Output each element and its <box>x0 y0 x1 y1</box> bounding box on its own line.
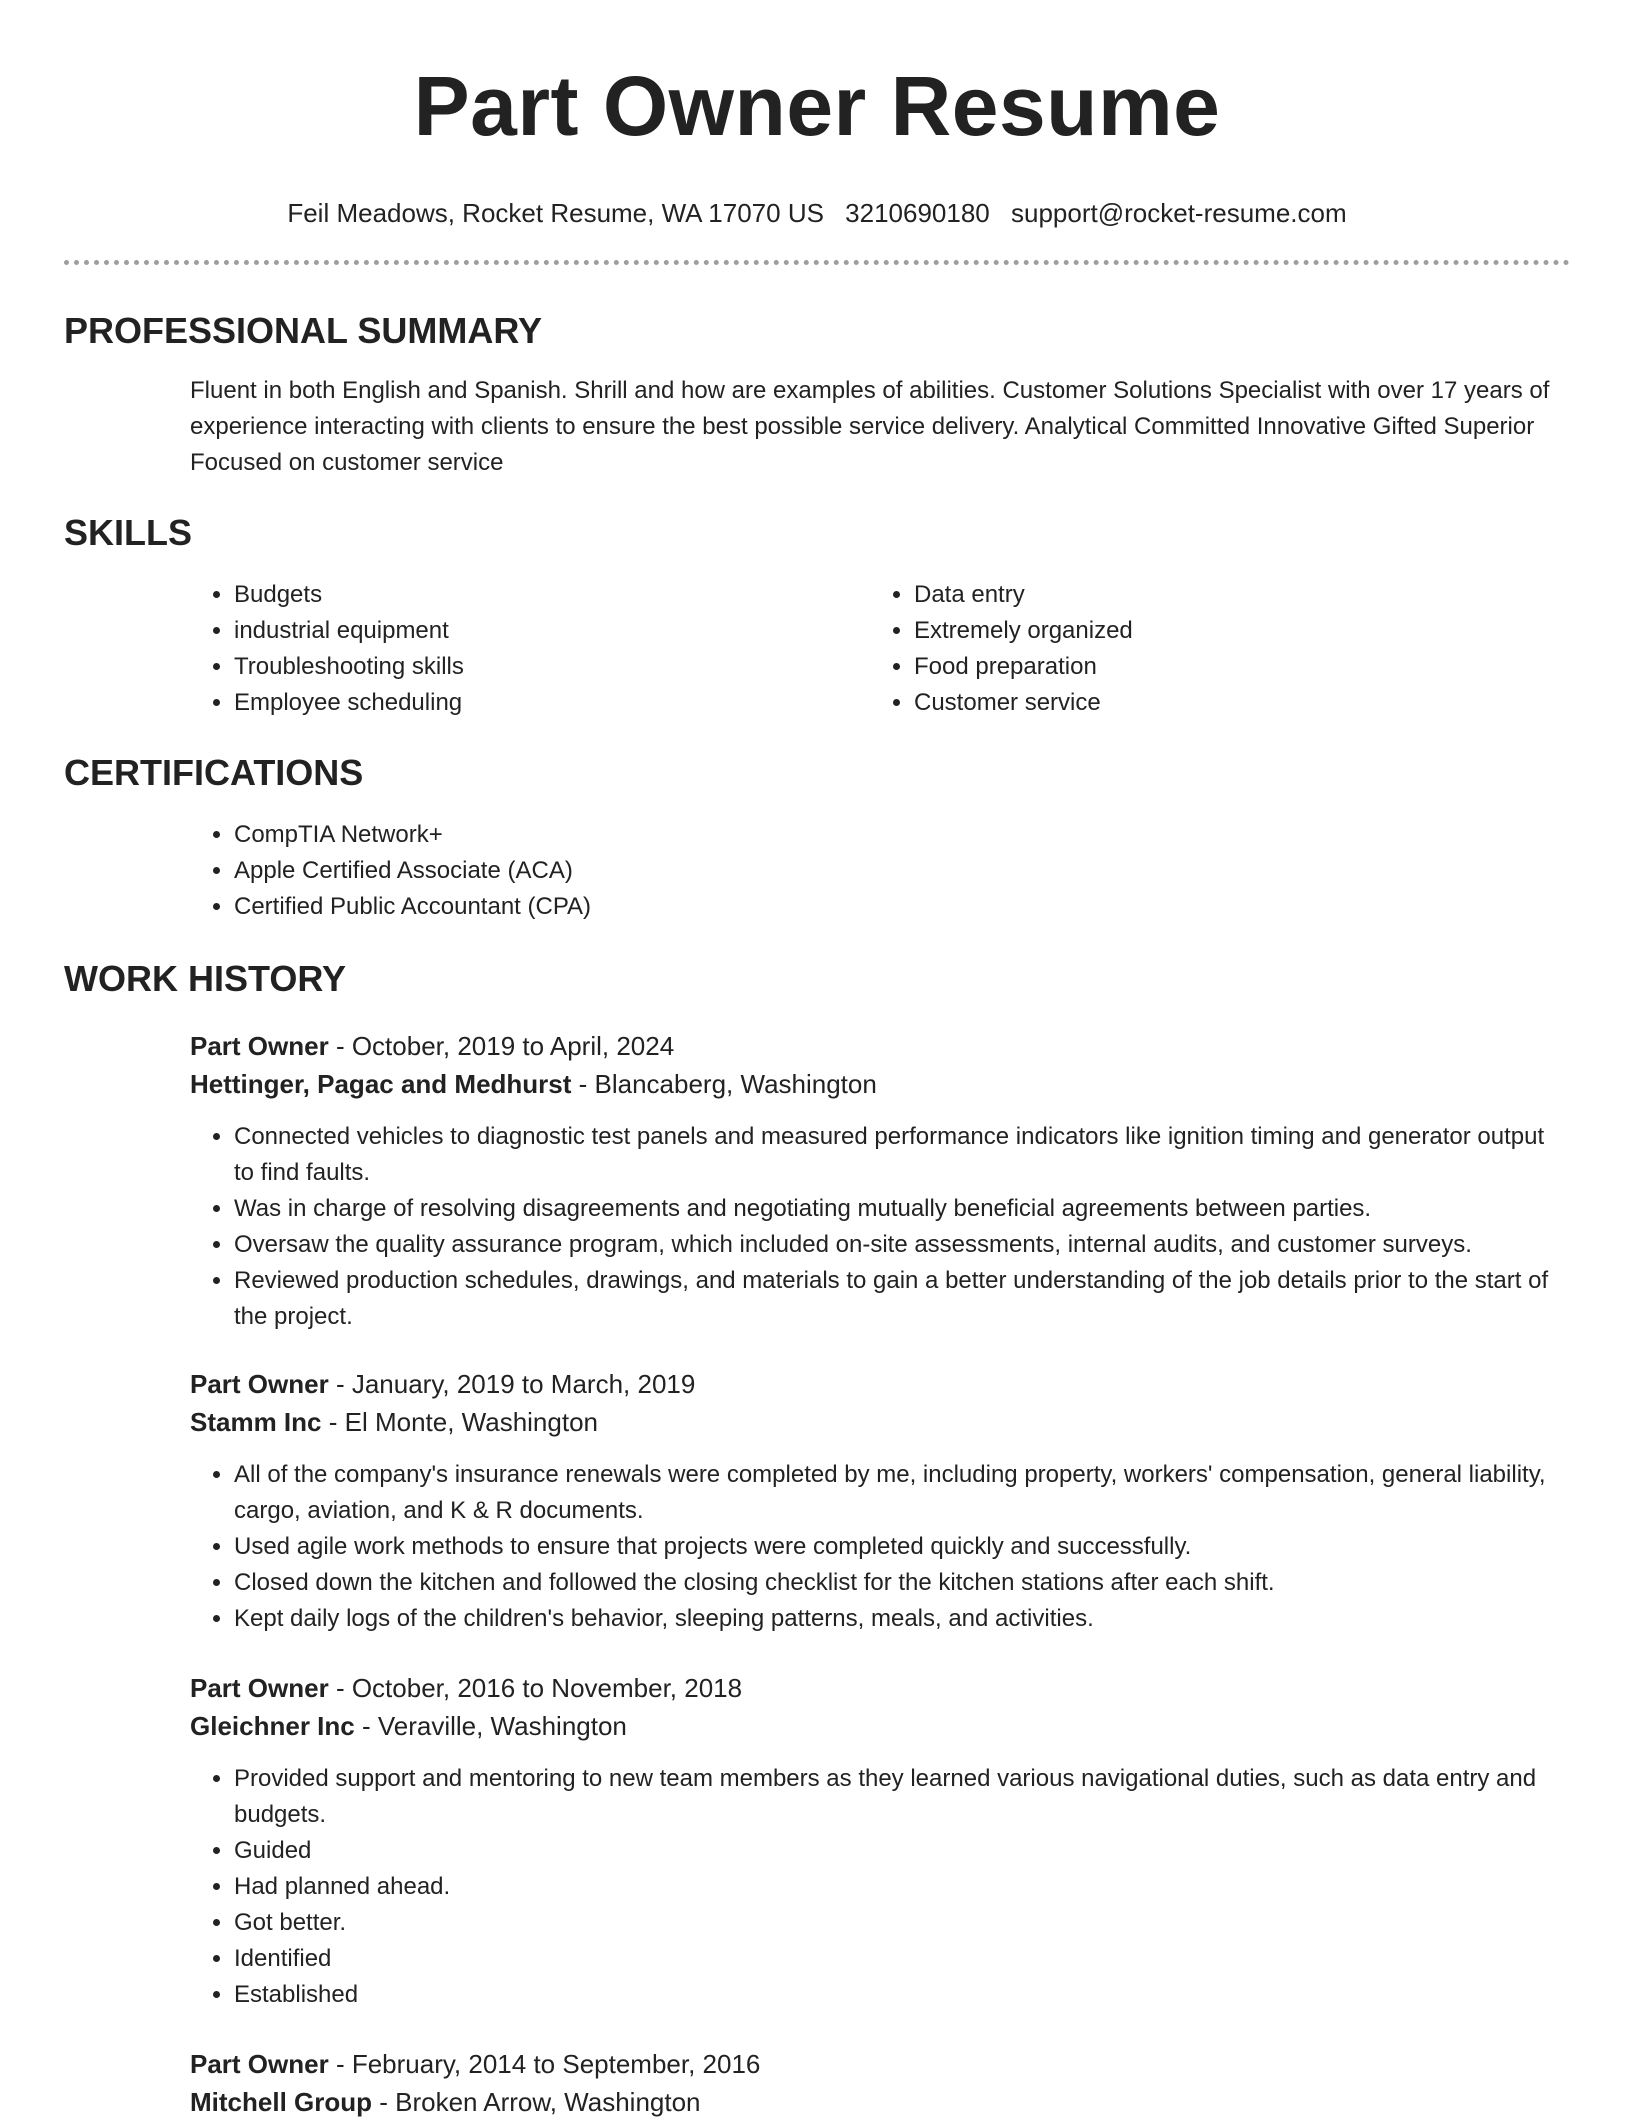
job-bullet: • Identified <box>234 1941 1570 1977</box>
job-bullet: • Got better. <box>234 1905 1570 1941</box>
job-location: - Veraville, Washington <box>354 1711 627 1741</box>
job-company-line <box>190 1065 1570 1103</box>
job-entry <box>64 2045 1570 2121</box>
skill-item: • industrial equipment <box>234 613 870 649</box>
skill-item: • Data entry <box>914 577 1550 613</box>
certification-item: • CompTIA Network+ <box>234 817 1570 853</box>
job-bullet: • Kept daily logs of the children's behavior, sleeping patterns, meals, and activities. <box>234 1601 1570 1637</box>
certification-item: • Certified Public Accountant (CPA) <box>234 889 1570 925</box>
job-bullet: • Guided <box>234 1833 1570 1869</box>
skill-item: • Employee scheduling <box>234 685 870 721</box>
job-dates: - October, 2019 to April, 2024 <box>328 1031 675 1061</box>
skill-item: • Troubleshooting skills <box>234 649 870 685</box>
job-entry <box>64 1365 1570 1637</box>
job-bullet: • Oversaw the quality assurance program, which included on-site assessments, internal audits, and customer surveys. <box>234 1227 1570 1263</box>
job-bullet: • All of the company's insurance renewals were completed by me, including property, workers' compensation, general liability, cargo, aviation, and K & R documents. <box>234 1457 1570 1529</box>
contact-line <box>64 196 1570 230</box>
job-title-line <box>190 1669 1570 1707</box>
job-location: - Broken Arrow, Washington <box>372 2087 701 2117</box>
job-bullet: • Reviewed production schedules, drawings, and materials to gain a better understanding of the job details prior to the start of the project. <box>234 1263 1570 1335</box>
job-title-line <box>190 1365 1570 1403</box>
resume-title: Part Owner Resume <box>413 59 1221 153</box>
skill-item: • Food preparation <box>914 649 1550 685</box>
job-entry <box>64 1027 1570 1335</box>
job-bullets <box>190 1457 1570 1637</box>
job-company: Mitchell Group <box>190 2087 372 2117</box>
job-company: Hettinger, Pagac and Medhurst <box>190 1069 572 1099</box>
job-title-line <box>190 2045 1570 2083</box>
skill-item: • Extremely organized <box>914 613 1550 649</box>
skills-column-right <box>870 577 1550 721</box>
job-location: - El Monte, Washington <box>321 1407 598 1437</box>
job-bullets <box>190 1761 1570 2013</box>
job-company-line <box>190 2083 1570 2121</box>
job-title: Part Owner <box>190 1673 329 1703</box>
job-bullet: • Closed down the kitchen and followed the closing checklist for the kitchen stations after each shift. <box>234 1565 1570 1601</box>
job-bullet: • Connected vehicles to diagnostic test panels and measured performance indicators like ignition timing and generator output to find faults. <box>234 1119 1570 1191</box>
contact-email: support@rocket-resume.com <box>1011 198 1347 228</box>
skills-column-left <box>190 577 870 721</box>
job-bullet: • Used agile work methods to ensure that projects were completed quickly and successfully. <box>234 1529 1570 1565</box>
summary-text: Fluent in both English and Spanish. Shrill and how are examples of abilities. Customer Solutions Specialist with over 17 years of experience interacting with clients to ensure the best possible service delivery. Analytical Committed Innovative Gifted Superior Focused on customer service <box>190 377 1550 476</box>
job-dates: - January, 2019 to March, 2019 <box>328 1369 696 1399</box>
work-history-heading: WORK HISTORY <box>64 958 347 999</box>
job-company: Gleichner Inc <box>190 1711 355 1741</box>
job-company-line <box>190 1403 1570 1441</box>
job-title: Part Owner <box>190 2049 329 2079</box>
job-bullets <box>190 1119 1570 1335</box>
contact-address: Feil Meadows, Rocket Resume, WA 17070 US <box>287 198 824 228</box>
skill-item: • Budgets <box>234 577 870 613</box>
job-title: Part Owner <box>190 1031 329 1061</box>
job-dates: - February, 2014 to September, 2016 <box>328 2049 761 2079</box>
skill-item: • Customer service <box>914 685 1550 721</box>
job-location: - Blancaberg, Washington <box>571 1069 877 1099</box>
contact-phone: 3210690180 <box>845 198 990 228</box>
skills-grid <box>64 577 1570 721</box>
job-bullet: • Was in charge of resolving disagreements and negotiating mutually beneficial agreements between parties. <box>234 1191 1570 1227</box>
job-title: Part Owner <box>190 1369 329 1399</box>
job-bullet: • Had planned ahead. <box>234 1869 1570 1905</box>
job-bullet: • Provided support and mentoring to new team members as they learned various navigational duties, such as data entry and budgets. <box>234 1761 1570 1833</box>
job-title-line <box>190 1027 1570 1065</box>
skills-heading: SKILLS <box>64 512 193 553</box>
certification-item: • Apple Certified Associate (ACA) <box>234 853 1570 889</box>
header-divider <box>64 260 1570 265</box>
job-bullet: • Established <box>234 1977 1570 2013</box>
certifications-heading: CERTIFICATIONS <box>64 752 364 793</box>
job-company-line <box>190 1707 1570 1745</box>
job-entry <box>64 1669 1570 2013</box>
summary-heading: PROFESSIONAL SUMMARY <box>64 310 543 351</box>
job-dates: - October, 2016 to November, 2018 <box>328 1673 743 1703</box>
job-company: Stamm Inc <box>190 1407 322 1437</box>
certifications-list <box>64 817 1570 925</box>
